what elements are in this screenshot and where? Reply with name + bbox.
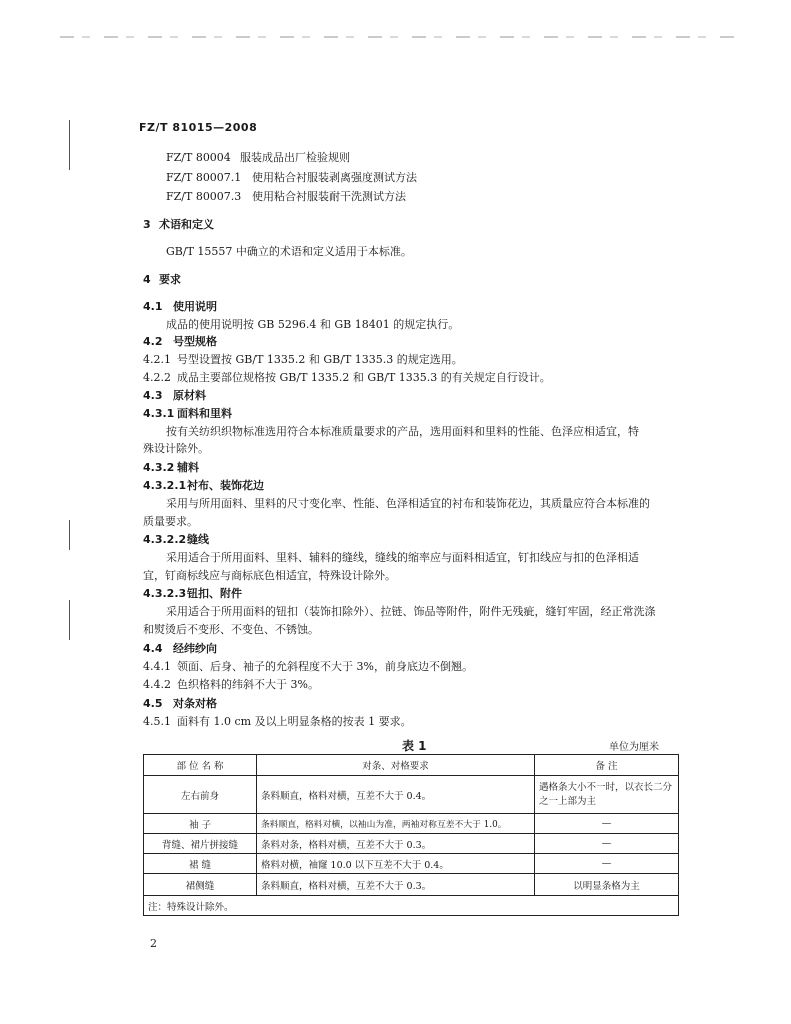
ref-item (166, 171, 417, 185)
table-unit: 单位为厘米 (609, 742, 659, 753)
table-row (144, 814, 679, 834)
section-4-3-2-1-text-line2: 质量要求。 (143, 515, 198, 528)
section-3-text: GB/T 15557 中确立的术语和定义适用于本标准。 (166, 245, 412, 258)
section-4-3-2-2-text-line2: 宜，钉商标线应与商标底色相适宜，特殊设计除外。 (143, 569, 396, 582)
section-4-3-1-heading: 4.3.1 面料和里料 (143, 407, 232, 420)
section-4-5-1: 4.5.1 面料有 1.0 cm 及以上明显条格的按表 1 要求。 (143, 715, 412, 728)
cell-part: 裙侧缝 (144, 874, 257, 896)
section-4-3-2-1-text-line1: 采用与所用面料、里料的尺寸变化率、性能、色泽相适宜的衬布和装饰花边，其质量应符合本标准的 (166, 497, 650, 510)
header-note: 备 注 (535, 755, 679, 776)
section-4-3-1-text-line1: 按有关纺织织物标准选用符合本标准质量要求的产品，选用面料和里料的性能、色泽应相适宜，特 (166, 425, 639, 438)
table-row (144, 874, 679, 896)
cell-note: 遇格条大小不一时，以衣长二分之一上部为主 (535, 776, 679, 814)
header-requirement: 对条、对格要求 (257, 755, 535, 776)
ref-title: 服装成品出厂检验规则 (240, 151, 350, 164)
ref-item (166, 151, 350, 165)
ref-title: 使用粘合衬服装耐干洗测试方法 (252, 190, 406, 203)
cell-part: 背缝、裙片拼接缝 (144, 834, 257, 854)
section-4-3-2-1-heading: 4.3.2.1衬布、装饰花边 (143, 479, 264, 492)
ref-item (166, 190, 406, 204)
scan-margin-mark (69, 600, 70, 640)
table-header-row (144, 755, 679, 776)
ref-code: FZ/T 80007.3 (166, 190, 242, 203)
section-4-2-2: 4.2.2 成品主要部位规格按 GB/T 1335.2 和 GB/T 1335.3 的有关规定自行设计。 (143, 371, 551, 384)
table-footnote: 注：特殊设计除外。 (144, 896, 679, 916)
scan-margin-mark (69, 120, 70, 170)
ref-title: 使用粘合衬服装剥离强度测试方法 (252, 171, 417, 184)
section-4-4-heading: 4.4 经纬纱向 (143, 642, 217, 655)
cell-requirement: 条料对条，格料对横，互差不大于 0.3。 (257, 834, 535, 854)
cell-note: — (535, 834, 679, 854)
section-4-3-1-text-line2: 殊设计除外。 (143, 442, 209, 455)
section-4-5-heading: 4.5 对条对格 (143, 697, 217, 710)
section-4-4-2: 4.4.2 色织格料的纬斜不大于 3%。 (143, 678, 319, 691)
table-caption: 表 1 (402, 739, 427, 753)
requirements-table (143, 754, 679, 916)
section-4-1-text: 成品的使用说明按 GB 5296.4 和 GB 18401 的规定执行。 (166, 318, 460, 331)
section-4-3-2-3-text-line2: 和熨烫后不变形、不变色、不锈蚀。 (143, 623, 319, 636)
cell-requirement: 条料顺直，格料对横，以袖山为准，两袖对称互差不大于 1.0。 (257, 814, 535, 834)
section-4-3-2-3-heading: 4.3.2.3钮扣、附件 (143, 587, 242, 600)
table-row (144, 776, 679, 814)
scan-margin-mark (69, 520, 70, 550)
section-4-2-heading: 4.2 号型规格 (143, 335, 217, 348)
section-4-1-heading: 4.1 使用说明 (143, 300, 217, 313)
page-number: 2 (150, 937, 157, 950)
table-footnote-row (144, 896, 679, 916)
section-4-3-2-2-heading: 4.3.2.2缝线 (143, 533, 209, 546)
ref-code: FZ/T 80007.1 (166, 171, 242, 184)
section-4-3-2-3-text-line1: 采用适合于所用面料的钮扣（装饰扣除外）、拉链、饰品等附件，附件无残疵，缝钉牢固，经正常洗涤 (166, 605, 656, 618)
header-part: 部 位 名 称 (144, 755, 257, 776)
table-row (144, 834, 679, 854)
standard-header: FZ/T 81015—2008 (139, 121, 258, 134)
section-4-3-2-2-text-line1: 采用适合于所用面料、里料、辅料的缝线，缝线的缩率应与面料相适宜，钉扣线应与扣的色泽相适 (166, 551, 639, 564)
cell-requirement: 条料顺直，格料对横，互差不大于 0.4。 (257, 776, 535, 814)
table-row (144, 854, 679, 874)
cell-note: — (535, 814, 679, 834)
section-3-heading: 3 术语和定义 (143, 218, 214, 231)
ref-code: FZ/T 80004 (166, 151, 231, 164)
scan-artifact-top (60, 36, 740, 38)
cell-part: 左右前身 (144, 776, 257, 814)
cell-note: 以明显条格为主 (535, 874, 679, 896)
cell-note: — (535, 854, 679, 874)
cell-requirement: 格料对横，袖窿 10.0 以下互差不大于 0.4。 (257, 854, 535, 874)
cell-requirement: 条料顺直，格料对横，互差不大于 0.3。 (257, 874, 535, 896)
section-4-4-1: 4.4.1 领面、后身、袖子的允斜程度不大于 3%，前身底边不倒翘。 (143, 660, 473, 673)
section-4-3-heading: 4.3 原材料 (143, 389, 206, 402)
cell-part: 裙 缝 (144, 854, 257, 874)
section-4-2-1: 4.2.1 号型设置按 GB/T 1335.2 和 GB/T 1335.3 的规定选用。 (143, 353, 463, 366)
section-4-heading: 4 要求 (143, 273, 181, 286)
section-4-3-2-heading: 4.3.2 辅料 (143, 461, 199, 474)
cell-part: 袖 子 (144, 814, 257, 834)
